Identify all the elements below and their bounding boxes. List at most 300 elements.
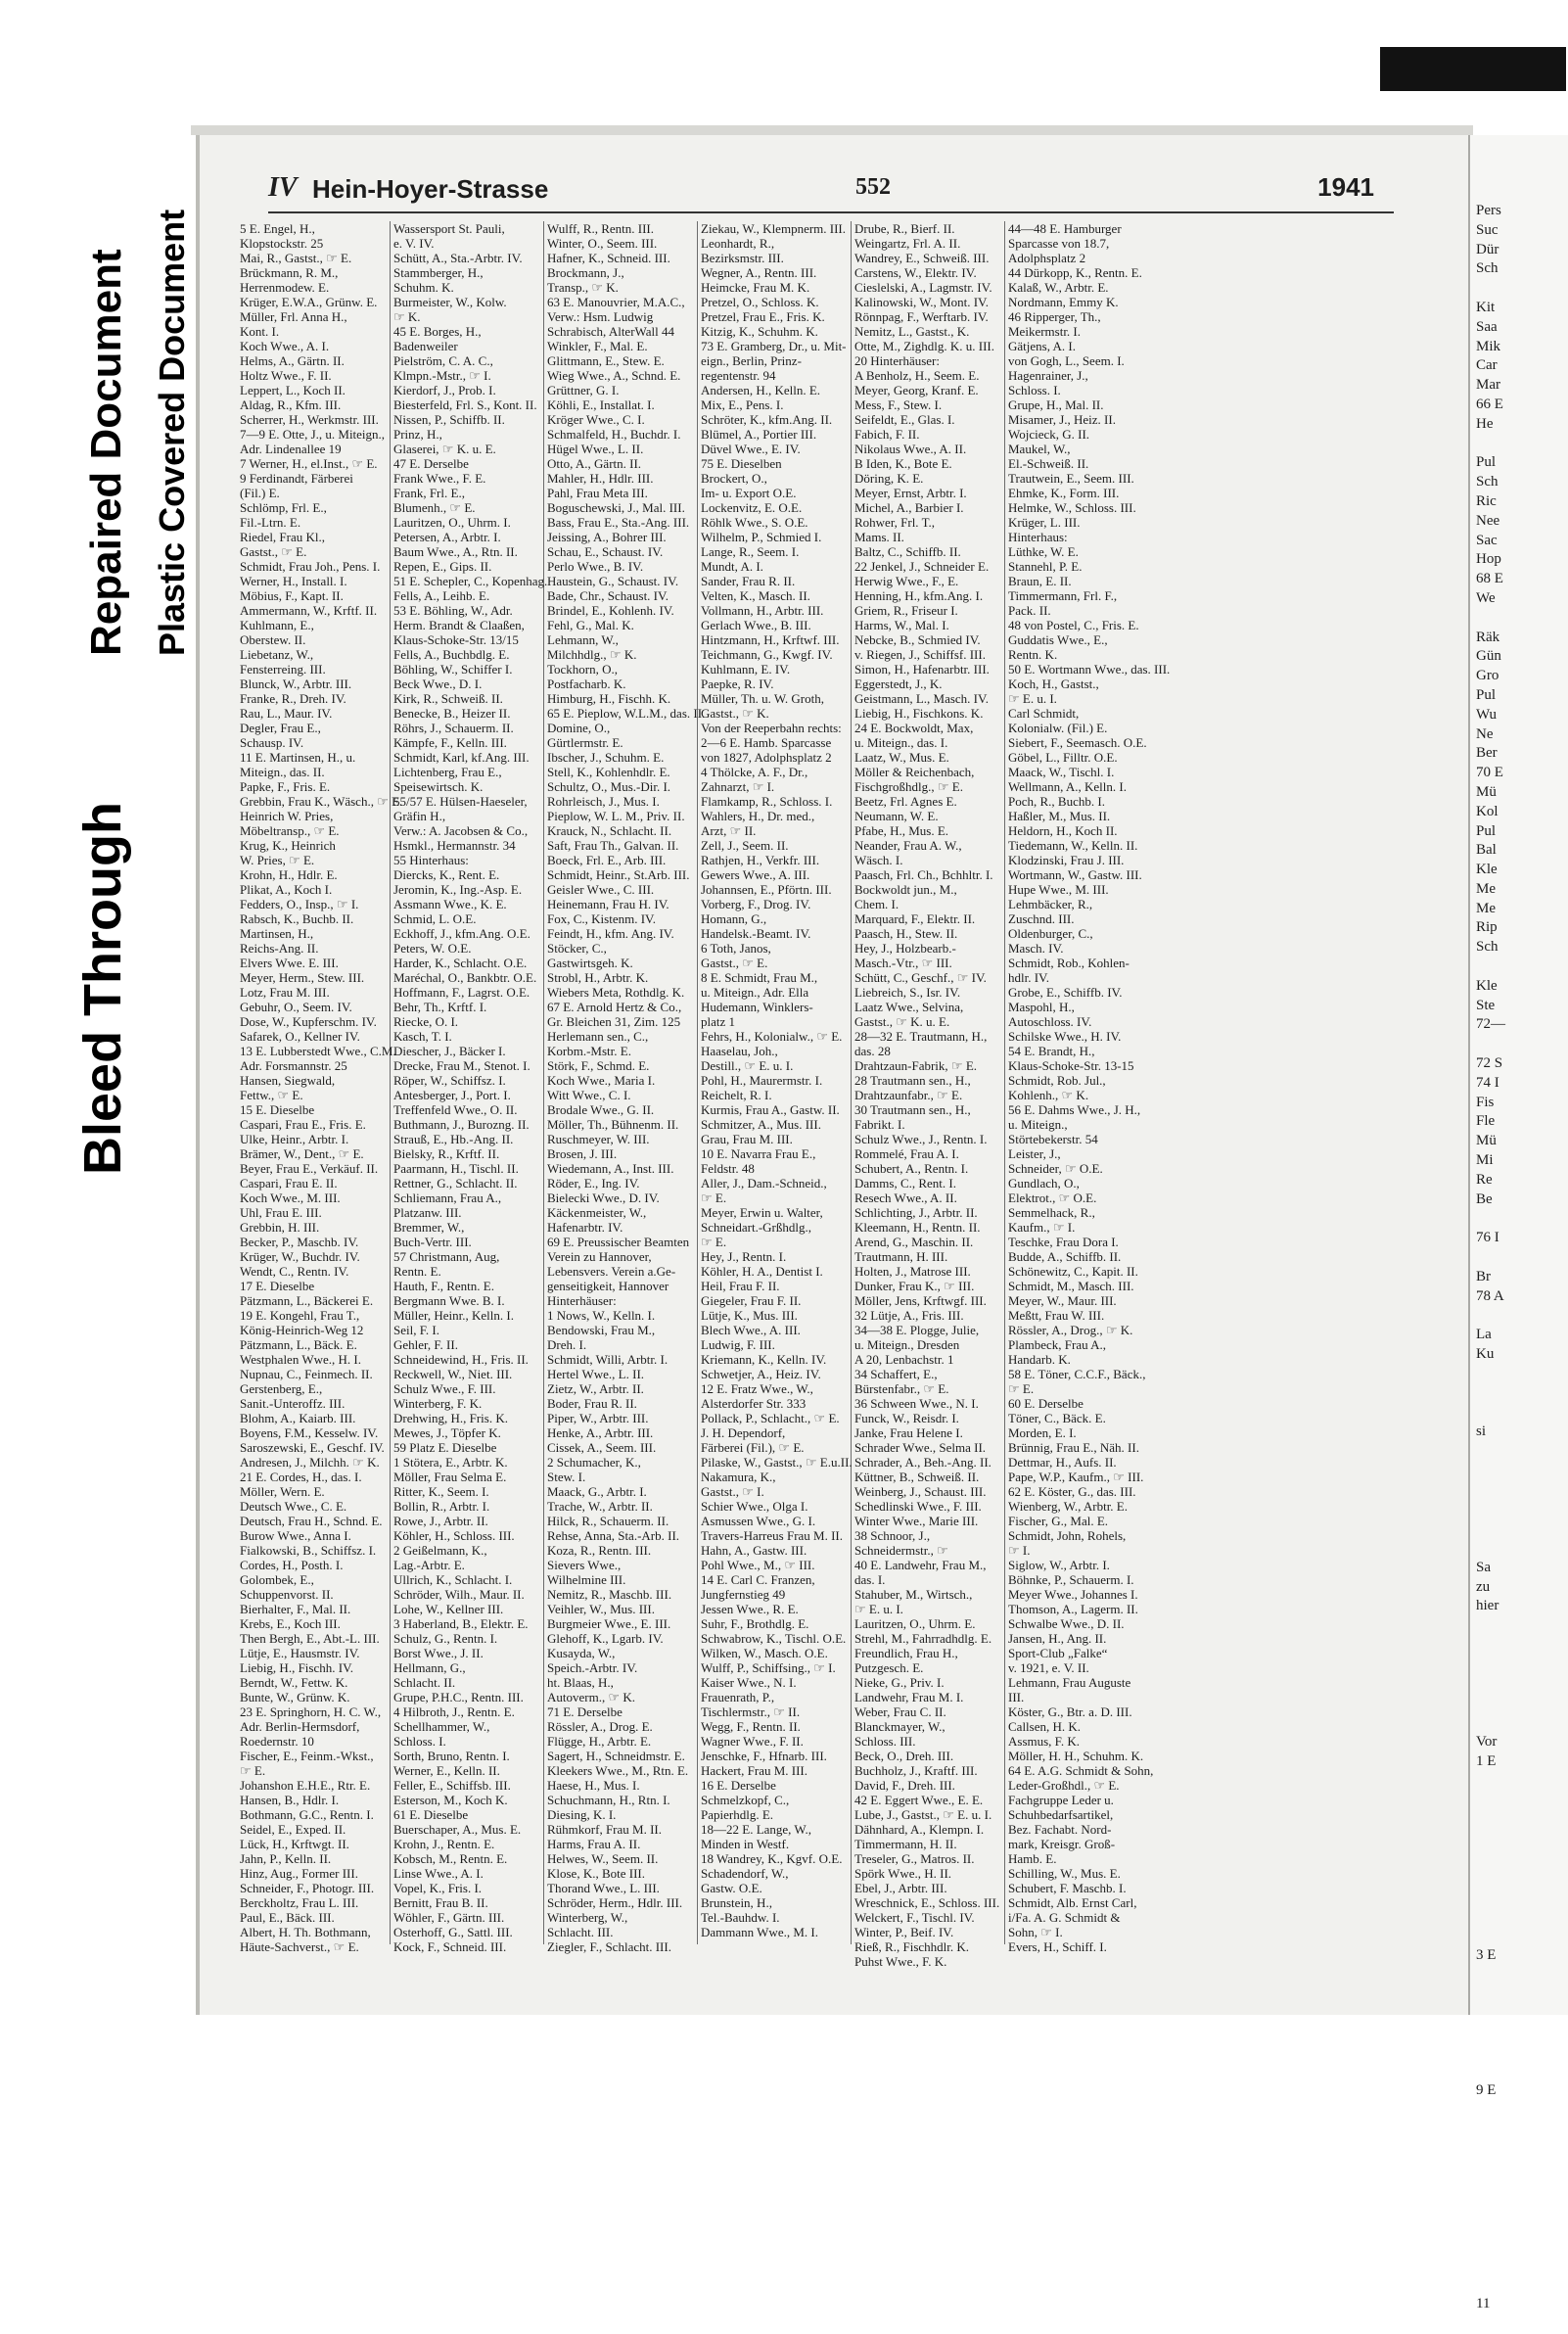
directory-entry: Assmus, F. K. [1008, 1734, 1081, 1749]
edge-fragment [1470, 1035, 1568, 1054]
directory-entry: Reichs-Ang. II. [240, 941, 319, 956]
directory-entry: Johannsen, E., Pförtn. III. [701, 882, 832, 897]
street-title: Hein-Hoyer-Strasse [312, 174, 549, 204]
directory-entry: Rönnpag, F., Werftarb. IV. [854, 309, 989, 324]
directory-entry: Trautwein, E., Seem. III. [1008, 471, 1134, 486]
directory-entry: Saroszewski, E., Geschf. IV. [240, 1440, 385, 1455]
directory-entry: Kleekers Wwe., M., Rtn. E. [547, 1763, 689, 1778]
directory-entry: Bierhalter, F., Mal. II. [240, 1602, 351, 1616]
directory-entry: Kuhlmann, E. IV. [701, 662, 791, 677]
directory-entry: Köhler, H. A., Dentist I. [701, 1264, 823, 1279]
directory-entry: Damms, C., Rent. I. [854, 1176, 956, 1190]
directory-entry: Verein zu Hannover, [547, 1249, 652, 1264]
directory-entry: Transp., ☞ K. [547, 280, 619, 295]
directory-entry: Hinz, Aug., Former III. [240, 1866, 358, 1881]
directory-entry: Kock, F., Schneid. III. [393, 1939, 507, 1954]
directory-entry: Sanit.-Unteroffz. III. [240, 1396, 346, 1411]
directory-entry: Jenschke, F., Hfnarb. III. [701, 1749, 827, 1763]
directory-entry: Möller, H. H., Schuhm. K. [1008, 1749, 1144, 1763]
directory-entry: Fischer, E., Feinm.-Wkst., [240, 1749, 374, 1763]
directory-entry: Hertel Wwe., L. II. [547, 1367, 645, 1381]
directory-entry: Teschke, Frau Dora I. [1008, 1235, 1119, 1249]
directory-entry: Wilhelmine III. [547, 1572, 626, 1587]
directory-entry: Safarek, O., Kellner IV. [240, 1029, 360, 1044]
directory-entry: Fil.-Ltrn. E. [240, 515, 301, 530]
directory-entry: Mewes, J., Töpfer K. [393, 1425, 501, 1440]
directory-entry: Liebig, H., Fischkons. K. [854, 706, 984, 721]
directory-entry: v. Riegen, J., Schiffsf. III. [854, 647, 986, 662]
directory-entry: Klmpn.-Mstr., ☞ I. [393, 368, 491, 383]
edge-fragment [1470, 1772, 1568, 1792]
edge-fragment [1470, 1694, 1568, 1713]
directory-entry: Krüger, W., Buchdr. IV. [240, 1249, 360, 1264]
directory-entry: Fells, A., Buchbdlg. E. [393, 647, 510, 662]
directory-entry: Gürtlermstr. E. [547, 735, 623, 750]
directory-entry: 44—48 E. Hamburger [1008, 221, 1122, 236]
directory-entry: Schwalbe Wwe., D. II. [1008, 1616, 1125, 1631]
directory-entry: Rössler, A., Drog. E. [547, 1719, 653, 1734]
edge-fragment [1470, 1888, 1568, 1907]
edge-fragment [1470, 1713, 1568, 1733]
directory-entry: Fehl, G., Mal. K. [547, 618, 634, 632]
directory-entry: 17 E. Dieselbe [240, 1279, 315, 1293]
directory-entry: Treffenfeld Wwe., O. II. [393, 1102, 518, 1117]
directory-entry: Winterberg, F. K. [393, 1396, 483, 1411]
directory-entry: Strobl, H., Arbtr. K. [547, 970, 649, 985]
directory-entry: Möller, Th., Bühnenm. II. [547, 1117, 679, 1132]
directory-entry: Werner, E., Kelln. II. [393, 1763, 500, 1778]
directory-entry: Seil, F. I. [393, 1323, 439, 1337]
directory-entry: Krebs, E., Koch III. [240, 1616, 341, 1631]
directory-entry: 61 E. Dieselbe [393, 1807, 469, 1822]
directory-entry: Ulke, Heinr., Arbtr. I. [240, 1132, 349, 1146]
directory-entry: Gundlach, O., [1008, 1176, 1080, 1190]
directory-entry: Schellhammer, W., [393, 1719, 490, 1734]
edge-fragment [1470, 279, 1568, 299]
edge-fragment [1470, 1384, 1568, 1404]
directory-entry: Kont. I. [240, 324, 280, 339]
edge-fragment [1470, 2140, 1568, 2160]
directory-entry: Wulff, P., Schiffsing., ☞ I. [701, 1660, 836, 1675]
directory-entry: Hahn, A., Gastw. III. [701, 1543, 807, 1558]
edge-fragment: zu [1476, 1578, 1491, 1595]
edge-fragment: Mü [1476, 783, 1497, 800]
directory-entry: Holtz Wwe., F. II. [240, 368, 332, 383]
edge-fragment: Mi [1476, 1152, 1494, 1169]
directory-entry: Meyer, Ernst, Arbtr. I. [854, 486, 967, 500]
directory-entry: Hamb. E. [1008, 1851, 1057, 1866]
directory-column [852, 221, 1005, 1969]
directory-entry: Pretzel, Frau E., Fris. K. [701, 309, 825, 324]
directory-entry: Harder, K., Schlacht. O.E. [393, 956, 528, 970]
directory-entry: Nupnau, C., Feinmech. II. [240, 1367, 373, 1381]
directory-entry: 15 E. Dieselbe [240, 1102, 315, 1117]
directory-entry: Bez. Fachabt. Nord- [1008, 1822, 1112, 1837]
directory-entry: Brunstein, H., [701, 1895, 772, 1910]
edge-fragment [1470, 957, 1568, 977]
directory-entry: Schütt, A., Sta.-Arbtr. IV. [393, 251, 523, 265]
directory-entry: Heldorn, H., Koch II. [1008, 823, 1118, 838]
directory-entry: Rowe, J., Arbtr. II. [393, 1514, 488, 1528]
directory-entry: Platzanw. III. [393, 1205, 462, 1220]
directory-entry: 18 Wandrey, K., Kgvf. O.E. [701, 1851, 843, 1866]
directory-entry: 40 E. Landwehr, Frau M., [854, 1558, 987, 1572]
directory-entry: Henke, A., Arbtr. III. [547, 1425, 654, 1440]
directory-entry: Möller, Wern. E. [240, 1484, 325, 1499]
directory-entry: Nemitz, R., Maschb. III. [547, 1587, 672, 1602]
directory-entry: König-Heinrich-Weg 12 [240, 1323, 364, 1337]
directory-entry: Spörk Wwe., H. II. [854, 1866, 952, 1881]
edge-fragment: 9 E [1476, 2082, 1497, 2099]
directory-entry: 38 Schnoor, J., [854, 1528, 931, 1543]
edge-fragment: 72 S [1476, 1055, 1503, 1072]
directory-entry: Hafner, K., Schneid. III. [547, 251, 670, 265]
directory-entry: Roedernstr. 10 [240, 1734, 314, 1749]
directory-entry: Seifeldt, E., Glas. I. [854, 412, 955, 427]
directory-entry: Ullrich, K., Schlacht. I. [393, 1572, 513, 1587]
directory-entry: Freundlich, Frau H., [854, 1646, 958, 1660]
edge-fragment: He [1476, 415, 1494, 432]
directory-columns [237, 221, 1411, 1969]
directory-entry: Vorberg, F., Drog. IV. [701, 897, 811, 911]
directory-entry: Morden, E. I. [1008, 1425, 1077, 1440]
directory-entry: i/Fa. A. G. Schmidt & [1008, 1910, 1121, 1925]
directory-entry: Mundt, A. I. [701, 559, 763, 574]
directory-entry: Brosen, J. III. [547, 1146, 618, 1161]
directory-entry: ☞ E. [1008, 1381, 1035, 1396]
directory-entry: Kierdorf, J., Prob. I. [393, 383, 496, 397]
directory-entry: Oldenburger, C., [1008, 926, 1093, 941]
directory-entry: ☞ K. [393, 309, 421, 324]
directory-entry: Travers-Harreus Frau M. II. [701, 1528, 844, 1543]
directory-entry: Klodzinski, Frau J. III. [1008, 853, 1125, 867]
edge-fragment: 1 E [1476, 1752, 1497, 1769]
directory-entry: Schedlinski Wwe., F. III. [854, 1499, 982, 1514]
directory-entry: Frank, Frl. E., [393, 486, 465, 500]
page-header [268, 172, 1394, 213]
directory-entry: Gätjens, A. I. [1008, 339, 1076, 353]
directory-entry: 63 E. Manouvrier, M.A.C., [547, 295, 685, 309]
directory-entry: Bockwoldt jun., M., [854, 882, 957, 897]
directory-entry: Westphalen Wwe., H. I. [240, 1352, 361, 1367]
directory-entry: (Fil.) E. [240, 486, 280, 500]
directory-entry: Köster, G., Btr. a. D. III. [1008, 1704, 1132, 1719]
directory-entry: Arend, G., Maschin. II. [854, 1235, 974, 1249]
directory-entry: Rabsch, K., Buchb. II. [240, 911, 354, 926]
directory-entry: Brodale Wwe., G. II. [547, 1102, 655, 1117]
directory-entry: 34 Schaffert, E., [854, 1367, 938, 1381]
directory-entry: Hackert, Frau M. III. [701, 1763, 808, 1778]
directory-entry: Rühmkorf, Frau M. II. [547, 1822, 662, 1837]
directory-entry: Gewers Wwe., A. III. [701, 867, 810, 882]
directory-entry: Heinemann, Frau H. IV. [547, 897, 669, 911]
directory-entry: Neander, Frau A. W., [854, 838, 962, 853]
directory-entry: Autoschloss. IV. [1008, 1014, 1092, 1029]
directory-entry: Hoffmann, F., Lagrst. O.E. [393, 985, 530, 1000]
directory-entry: W. Pries, ☞ E. [240, 853, 315, 867]
directory-entry: Lehmbäcker, R., [1008, 897, 1093, 911]
edge-fragment: si [1476, 1424, 1487, 1440]
directory-entry: Vollmann, H., Arbtr. III. [701, 603, 824, 618]
edge-fragment: Fle [1476, 1113, 1496, 1130]
directory-entry: Stell, K., Kohlenhdlr. E. [547, 765, 670, 779]
directory-entry: Bunte, W., Grünw. K. [240, 1690, 350, 1704]
directory-entry: Mix, E., Pens. I. [701, 397, 784, 412]
directory-entry: Pretzel, O., Schloss. K. [701, 295, 819, 309]
directory-entry: Puhst Wwe., F. K. [854, 1954, 947, 1969]
directory-entry: Zell, J., Seem. II. [701, 838, 789, 853]
directory-entry: Färberei (Fil.), ☞ E. [701, 1440, 805, 1455]
directory-entry: Grebbin, Frau K., Wäsch., ☞ E. [240, 794, 403, 809]
directory-entry: u. Miteign., Adr. Ella [701, 985, 809, 1000]
directory-entry: Ritter, K., Seem. I. [393, 1484, 489, 1499]
edge-fragment: Pers [1476, 203, 1501, 218]
directory-entry: Meyer, Herm., Stew. III. [240, 970, 365, 985]
directory-entry: Schmalfeld, H., Buchdr. I. [547, 427, 681, 442]
directory-entry: Fialkowski, B., Schiffsz. I. [240, 1543, 377, 1558]
directory-entry: Schier Wwe., Olga I. [701, 1499, 808, 1514]
directory-entry: Herm. Brandt & Claaßen, [393, 618, 525, 632]
directory-entry: Stannehl, P. E. [1008, 559, 1083, 574]
plastic-covered-label: Plastic Covered Document [152, 209, 192, 656]
edge-fragment [1470, 435, 1568, 454]
directory-entry: Paarmann, H., Tischl. II. [393, 1161, 519, 1176]
directory-entry: Schwetjer, A., Heiz. IV. [701, 1367, 821, 1381]
directory-entry: Reckwell, W., Niet. III. [393, 1367, 513, 1381]
directory-entry: Nordmann, Emmy K. [1008, 295, 1119, 309]
directory-entry: Haßler, M., Mus. II. [1008, 809, 1111, 823]
edge-fragment: Ku [1476, 1346, 1495, 1363]
directory-entry: Nieke, G., Priv. I. [854, 1675, 945, 1690]
directory-entry: Göbel, L., Filltr. O.E. [1008, 750, 1118, 765]
directory-entry: Wegner, A., Rentn. III. [701, 265, 817, 280]
directory-entry: Simon, H., Hafenarbtr. III. [854, 662, 990, 677]
directory-entry: Krohn, J., Rentn. E. [393, 1837, 495, 1851]
directory-entry: Drahtzaunfabr., ☞ E. [854, 1088, 963, 1102]
directory-column [237, 221, 403, 1954]
directory-entry: Evers, H., Schiff. I. [1008, 1939, 1107, 1954]
edge-fragment: Bal [1476, 842, 1497, 859]
directory-entry: Burgmeier Wwe., E. III. [547, 1616, 671, 1631]
directory-entry: 2 Schumacher, K., [547, 1455, 641, 1470]
directory-entry: Aller, J., Dam.-Schneid., [701, 1176, 827, 1190]
directory-entry: Pätzmann, L., Bäckerei E. [240, 1293, 374, 1308]
directory-entry: Im- u. Export O.E. [701, 486, 797, 500]
directory-entry: 2—6 E. Hamb. Sparcasse [701, 735, 832, 750]
directory-entry: Schröder, Wilh., Maur. II. [393, 1587, 525, 1602]
directory-entry: Masch. IV. [1008, 941, 1064, 956]
directory-entry: Bezirksmstr. III. [701, 251, 784, 265]
directory-entry: Möbeltransp., ☞ E. [240, 823, 340, 838]
directory-entry: Heil, Frau F. II. [701, 1279, 780, 1293]
directory-entry: Röder, E., Ing. IV. [547, 1176, 640, 1190]
directory-entry: ht. Blaas, H., [547, 1675, 614, 1690]
directory-entry: 69 E. Preussischer Beamten [547, 1235, 690, 1249]
directory-entry: Blanckmayer, W., [854, 1719, 945, 1734]
directory-entry: Pielström, C. A. C., [393, 353, 493, 368]
directory-entry: Fells, A., Leihb. E. [393, 588, 490, 603]
edge-fragment: Pul [1476, 822, 1497, 839]
directory-entry: Rohrleisch, J., Mus. I. [547, 794, 660, 809]
scanned-page [196, 135, 1472, 2015]
directory-entry: Glittmann, E., Stew. E. [547, 353, 665, 368]
edge-fragment [1470, 1403, 1568, 1423]
directory-entry: Glaserei, ☞ K. u. E. [393, 442, 496, 456]
directory-entry: Kröger Wwe., C. I. [547, 412, 645, 427]
directory-entry: v. 1921, e. V. II. [1008, 1660, 1089, 1675]
directory-entry: Boyens, F.M., Kesselw. IV. [240, 1425, 379, 1440]
directory-entry: Gerlach Wwe., B. III. [701, 618, 811, 632]
directory-entry: Pollack, P., Schlacht., ☞ E. [701, 1411, 840, 1425]
directory-entry: Hey, J., Holzbearb.- [854, 941, 956, 956]
directory-entry: regentenstr. 94 [701, 368, 776, 383]
directory-entry: Hinterhäuser: [547, 1293, 617, 1308]
directory-entry: Schmidt, John, Rohels, [1008, 1528, 1127, 1543]
directory-entry: Buerschaper, A., Mus. E. [393, 1822, 522, 1837]
edge-fragment: We [1476, 589, 1496, 606]
directory-entry: Johanshon E.H.E., Rtr. E. [240, 1778, 371, 1793]
directory-entry: Krug, K., Heinrich [240, 838, 336, 853]
directory-entry: Tel.-Bauhdw. I. [701, 1910, 780, 1925]
directory-entry: 3 Haberland, B., Elektr. E. [393, 1616, 529, 1631]
directory-entry: Küttner, B., Schweiß. II. [854, 1470, 980, 1484]
edge-fragment [1470, 2024, 1568, 2043]
directory-entry: Paul, E., Bäck. III. [240, 1910, 335, 1925]
directory-entry: Kalinowski, W., Mont. IV. [854, 295, 989, 309]
directory-entry: Pohl Wwe., M., ☞ III. [701, 1558, 815, 1572]
directory-entry: ☞ E. [701, 1235, 727, 1249]
edge-fragment: Pul [1476, 454, 1497, 471]
directory-entry: Hansen, Siegwald, [240, 1073, 336, 1088]
directory-entry: Boguschewski, J., Mal. III. [547, 500, 685, 515]
edge-fragment [1470, 1791, 1568, 1810]
directory-entry: Feldstr. 48 [701, 1161, 755, 1176]
edge-fragment: Sa [1476, 1559, 1491, 1575]
directory-entry: Maukel, W., [1008, 442, 1071, 456]
edge-fragment: Be [1476, 1190, 1493, 1207]
directory-entry: Gastst., ☞ K. [701, 706, 769, 721]
edge-fragment [1470, 2178, 1568, 2198]
directory-entry: Eggerstedt, J., K. [854, 677, 943, 691]
directory-entry: Maack, G., Arbtr. I. [547, 1484, 647, 1499]
directory-entry: Nemitz, L., Gastst., K. [854, 324, 970, 339]
directory-entry: Timmermann, Frl. F., [1008, 588, 1118, 603]
directory-entry: A Benholz, H., Seem. E. [854, 368, 980, 383]
directory-entry: Griem, R., Friseur I. [854, 603, 958, 618]
directory-entry: Schlacht. III. [547, 1925, 614, 1939]
directory-entry: 32 Lütje, A., Fris. III. [854, 1308, 964, 1323]
directory-entry: Fensterreing. III. [240, 662, 326, 677]
directory-entry: das. I. [854, 1572, 886, 1587]
directory-entry: Plikat, A., Koch I. [240, 882, 333, 897]
directory-entry: Stew. I. [547, 1470, 586, 1484]
directory-entry: 28—32 E. Trautmann, H., [854, 1029, 988, 1044]
directory-entry: Dähnhard, A., Klempn. I. [854, 1822, 985, 1837]
edge-fragment [1470, 2237, 1568, 2257]
directory-entry: Beck Wwe., D. I. [393, 677, 483, 691]
directory-entry: Speich.-Arbtr. IV. [547, 1660, 638, 1675]
directory-entry: Blumenh., ☞ E. [393, 500, 476, 515]
directory-entry: Rau, L., Maur. IV. [240, 706, 333, 721]
directory-entry: Schadendorf, W., [701, 1866, 789, 1881]
directory-entry: 58 E. Töner, C.C.F., Bäck., [1008, 1367, 1146, 1381]
directory-entry: Thomson, A., Lagerm. II. [1008, 1602, 1138, 1616]
edge-fragment [1470, 1966, 1568, 1985]
directory-entry: Harms, W., Mal. I. [854, 618, 949, 632]
directory-entry: 2 Geißelmann, K., [393, 1543, 487, 1558]
directory-entry: Verw.: A. Jacobsen & Co., [393, 823, 529, 838]
edge-fragment: Sch [1476, 474, 1499, 490]
directory-entry: e. V. IV. [393, 236, 435, 251]
directory-entry: Welckert, F., Tischl. IV. [854, 1910, 975, 1925]
directory-entry: Bürstenfabr., ☞ E. [854, 1381, 949, 1396]
directory-entry: Koza, R., Rentn. III. [547, 1543, 652, 1558]
directory-entry: Lotz, Frau M. III. [240, 985, 330, 1000]
directory-entry: Beetz, Frl. Agnes E. [854, 794, 957, 809]
directory-entry: Giegeler, Frau F. II. [701, 1293, 802, 1308]
edge-fragment: 72— [1476, 1016, 1505, 1033]
edge-fragment [1470, 2004, 1568, 2024]
directory-entry: Rentn. K. [1008, 647, 1058, 662]
directory-entry: Töner, C., Bäck. E. [1008, 1411, 1106, 1425]
directory-entry: Wiedemann, A., Inst. III. [547, 1161, 674, 1176]
directory-entry: Zuschnd. III. [1008, 911, 1075, 926]
directory-entry: Haese, H., Mus. I. [547, 1778, 640, 1793]
edge-fragment [1470, 2256, 1568, 2275]
directory-entry: Geistmann, L., Masch. IV. [854, 691, 989, 706]
directory-entry: Blohm, A., Kaiarb. III. [240, 1411, 356, 1425]
directory-entry: 57 Christmann, Aug, [393, 1249, 500, 1264]
directory-entry: Schwabrow, K., Tischl. O.E. [701, 1631, 847, 1646]
directory-entry: Krüger, E.W.A., Grünw. E. [240, 295, 378, 309]
directory-entry: Dettmar, H., Aufs. II. [1008, 1455, 1117, 1470]
year-label: 1941 [1317, 172, 1374, 202]
directory-entry: Repen, E., Gips. II. [393, 559, 492, 574]
directory-entry: Elektrot., ☞ O.E. [1008, 1190, 1097, 1205]
directory-entry: 51 E. Schepler, C., Kopenhag. [393, 574, 548, 588]
directory-entry: Tockhorn, O., [547, 662, 619, 677]
directory-entry: 22 Jenkel, J., Schneider E. [854, 559, 990, 574]
edge-fragment [1470, 2314, 1568, 2334]
directory-entry: Berckholtz, Frau L. III. [240, 1895, 359, 1910]
edge-fragment: Ric [1476, 492, 1497, 509]
directory-entry: Schilling, W., Mus. E. [1008, 1866, 1121, 1881]
directory-entry: Andersen, H., Kelln. E. [701, 383, 821, 397]
directory-entry: Fox, C., Kistenm. IV. [547, 911, 656, 926]
edge-fragment: 68 E [1476, 571, 1503, 587]
directory-entry: Hudemann, Winklers- [701, 1000, 813, 1014]
edge-fragment [1470, 2063, 1568, 2082]
directory-entry: Bremmer, W., [393, 1220, 465, 1235]
edge-fragment: Kol [1476, 803, 1499, 819]
directory-entry: 71 E. Derselbe [547, 1704, 623, 1719]
directory-entry: 20 Hinterhäuser: [854, 353, 941, 368]
directory-entry: Schmid, L. O.E. [393, 911, 477, 926]
directory-entry: Fabich, F. II. [854, 427, 920, 442]
directory-entry: 53 E. Böhling, W., Adr. [393, 603, 513, 618]
directory-entry: u. Miteign., das. I. [854, 735, 948, 750]
directory-entry: Fedders, O., Insp., ☞ I. [240, 897, 359, 911]
directory-entry: 30 Trautmann sen., H., [854, 1102, 971, 1117]
directory-entry: Helms, A., Gärtn. II. [240, 353, 345, 368]
directory-entry: Leonhardt, R., [701, 236, 775, 251]
directory-entry: Wiebers Meta, Rothdlg. K. [547, 985, 685, 1000]
directory-entry: Ziegler, F., Schlacht. III. [547, 1939, 671, 1954]
directory-entry: Meßtt, Frau W. III. [1008, 1308, 1105, 1323]
edge-fragment [1470, 1442, 1568, 1462]
directory-entry: Schloss. III. [854, 1734, 916, 1749]
directory-entry: Petersen, A., Arbtr. I. [393, 530, 501, 544]
